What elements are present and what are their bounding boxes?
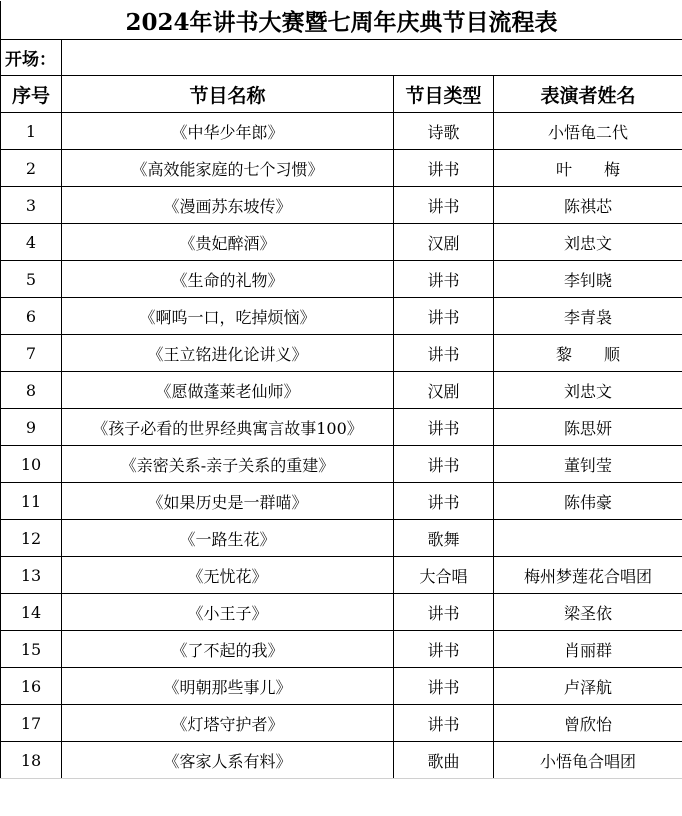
cell-performer[interactable]: 曾欣怡 xyxy=(494,705,682,742)
opening-label: 开场： xyxy=(1,40,62,76)
cell-performer[interactable]: 肖丽群 xyxy=(494,631,682,668)
cell-program-type[interactable]: 讲书 xyxy=(394,668,494,705)
table-row xyxy=(1,150,682,187)
cell-program-type[interactable]: 讲书 xyxy=(394,150,494,187)
cell-performer[interactable]: 刘忠文 xyxy=(494,372,682,409)
cell-program-type[interactable]: 讲书 xyxy=(394,446,494,483)
table-row xyxy=(1,446,682,483)
cell-program-name[interactable]: 《高效能家庭的七个习惯》 xyxy=(62,150,394,187)
cell-performer[interactable]: 李钊晓 xyxy=(494,261,682,298)
header-performer: 表演者姓名 xyxy=(494,76,682,113)
cell-performer[interactable]: 叶 梅 xyxy=(494,150,682,187)
cell-num[interactable]: 13 xyxy=(1,557,62,594)
header-row xyxy=(1,76,682,113)
cell-program-name[interactable]: 《生命的礼物》 xyxy=(62,261,394,298)
cell-program-name[interactable]: 《亲密关系-亲子关系的重建》 xyxy=(62,446,394,483)
table-row xyxy=(1,224,682,261)
cell-num[interactable]: 8 xyxy=(1,372,62,409)
table-row xyxy=(1,113,682,150)
cell-num[interactable]: 2 xyxy=(1,150,62,187)
cell-num[interactable]: 5 xyxy=(1,261,62,298)
table-row xyxy=(1,483,682,520)
cell-program-type[interactable]: 讲书 xyxy=(394,298,494,335)
table-row xyxy=(1,557,682,594)
cell-performer[interactable]: 李青袅 xyxy=(494,298,682,335)
cell-program-type[interactable]: 讲书 xyxy=(394,483,494,520)
cell-performer[interactable]: 梅州梦莲花合唱团 xyxy=(494,557,682,594)
cell-program-name[interactable]: 《愿做蓬莱老仙师》 xyxy=(62,372,394,409)
cell-num[interactable]: 7 xyxy=(1,335,62,372)
cell-num[interactable]: 9 xyxy=(1,409,62,446)
cell-num[interactable]: 1 xyxy=(1,113,62,150)
cell-program-name[interactable]: 《贵妃醉酒》 xyxy=(62,224,394,261)
cell-program-name[interactable]: 《无忧花》 xyxy=(62,557,394,594)
cell-num[interactable]: 10 xyxy=(1,446,62,483)
cell-program-type[interactable]: 讲书 xyxy=(394,594,494,631)
table-row xyxy=(1,187,682,224)
cell-performer[interactable]: 刘忠文 xyxy=(494,224,682,261)
cell-program-name[interactable]: 《中华少年郎》 xyxy=(62,113,394,150)
cell-program-type[interactable]: 讲书 xyxy=(394,705,494,742)
cell-performer[interactable]: 黎 顺 xyxy=(494,335,682,372)
cell-program-type[interactable]: 大合唱 xyxy=(394,557,494,594)
cell-program-name[interactable]: 《漫画苏东坡传》 xyxy=(62,187,394,224)
cell-program-name[interactable]: 《如果历史是一群喵》 xyxy=(62,483,394,520)
table-row xyxy=(1,335,682,372)
page-title: 2024年讲书大赛暨七周年庆典节目流程表 xyxy=(1,1,682,40)
cell-num[interactable]: 3 xyxy=(1,187,62,224)
cell-num[interactable]: 14 xyxy=(1,594,62,631)
cell-num[interactable]: 16 xyxy=(1,668,62,705)
cell-performer[interactable]: 陈思妍 xyxy=(494,409,682,446)
cell-num[interactable]: 4 xyxy=(1,224,62,261)
cell-performer[interactable]: 陈伟豪 xyxy=(494,483,682,520)
table-row xyxy=(1,742,682,779)
cell-performer[interactable]: 卢泽航 xyxy=(494,668,682,705)
empty-sheet-area xyxy=(0,778,682,816)
cell-program-type[interactable]: 歌曲 xyxy=(394,742,494,779)
cell-program-type[interactable]: 歌舞 xyxy=(394,520,494,557)
title-row xyxy=(1,1,682,40)
cell-program-name[interactable]: 《啊呜一口，吃掉烦恼》 xyxy=(62,298,394,335)
cell-performer[interactable] xyxy=(494,520,682,557)
cell-program-type[interactable]: 诗歌 xyxy=(394,113,494,150)
table-row xyxy=(1,409,682,446)
header-type: 节目类型 xyxy=(394,76,494,113)
cell-performer[interactable]: 梁圣依 xyxy=(494,594,682,631)
cell-num[interactable]: 12 xyxy=(1,520,62,557)
cell-program-type[interactable]: 讲书 xyxy=(394,335,494,372)
cell-program-type[interactable]: 讲书 xyxy=(394,409,494,446)
table-row xyxy=(1,705,682,742)
cell-num[interactable]: 18 xyxy=(1,742,62,779)
cell-program-name[interactable]: 《小王子》 xyxy=(62,594,394,631)
table-row xyxy=(1,261,682,298)
cell-num[interactable]: 17 xyxy=(1,705,62,742)
cell-performer[interactable]: 董钊莹 xyxy=(494,446,682,483)
cell-program-name[interactable]: 《了不起的我》 xyxy=(62,631,394,668)
header-num: 序号 xyxy=(1,76,62,113)
cell-program-type[interactable]: 汉剧 xyxy=(394,372,494,409)
cell-num[interactable]: 15 xyxy=(1,631,62,668)
cell-program-name[interactable]: 《一路生花》 xyxy=(62,520,394,557)
cell-performer[interactable]: 小悟龟合唱团 xyxy=(494,742,682,779)
cell-program-name[interactable]: 《明朝那些事儿》 xyxy=(62,668,394,705)
table-row xyxy=(1,668,682,705)
table-row xyxy=(1,594,682,631)
cell-performer[interactable]: 陈祺芯 xyxy=(494,187,682,224)
table-row xyxy=(1,520,682,557)
cell-program-type[interactable]: 讲书 xyxy=(394,187,494,224)
cell-num[interactable]: 11 xyxy=(1,483,62,520)
cell-num[interactable]: 6 xyxy=(1,298,62,335)
cell-program-name[interactable]: 《灯塔守护者》 xyxy=(62,705,394,742)
cell-program-name[interactable]: 《客家人系有料》 xyxy=(62,742,394,779)
table-row xyxy=(1,372,682,409)
header-name: 节目名称 xyxy=(62,76,394,113)
cell-program-name[interactable]: 《孩子必看的世界经典寓言故事100》 xyxy=(62,409,394,446)
cell-program-type[interactable]: 讲书 xyxy=(394,261,494,298)
cell-program-type[interactable]: 讲书 xyxy=(394,631,494,668)
cell-performer[interactable]: 小悟龟二代 xyxy=(494,113,682,150)
opening-content-cell[interactable] xyxy=(62,40,682,76)
cell-program-name[interactable]: 《王立铭进化论讲义》 xyxy=(62,335,394,372)
cell-program-type[interactable]: 汉剧 xyxy=(394,224,494,261)
opening-row xyxy=(1,40,682,76)
table-row xyxy=(1,631,682,668)
table-row xyxy=(1,298,682,335)
